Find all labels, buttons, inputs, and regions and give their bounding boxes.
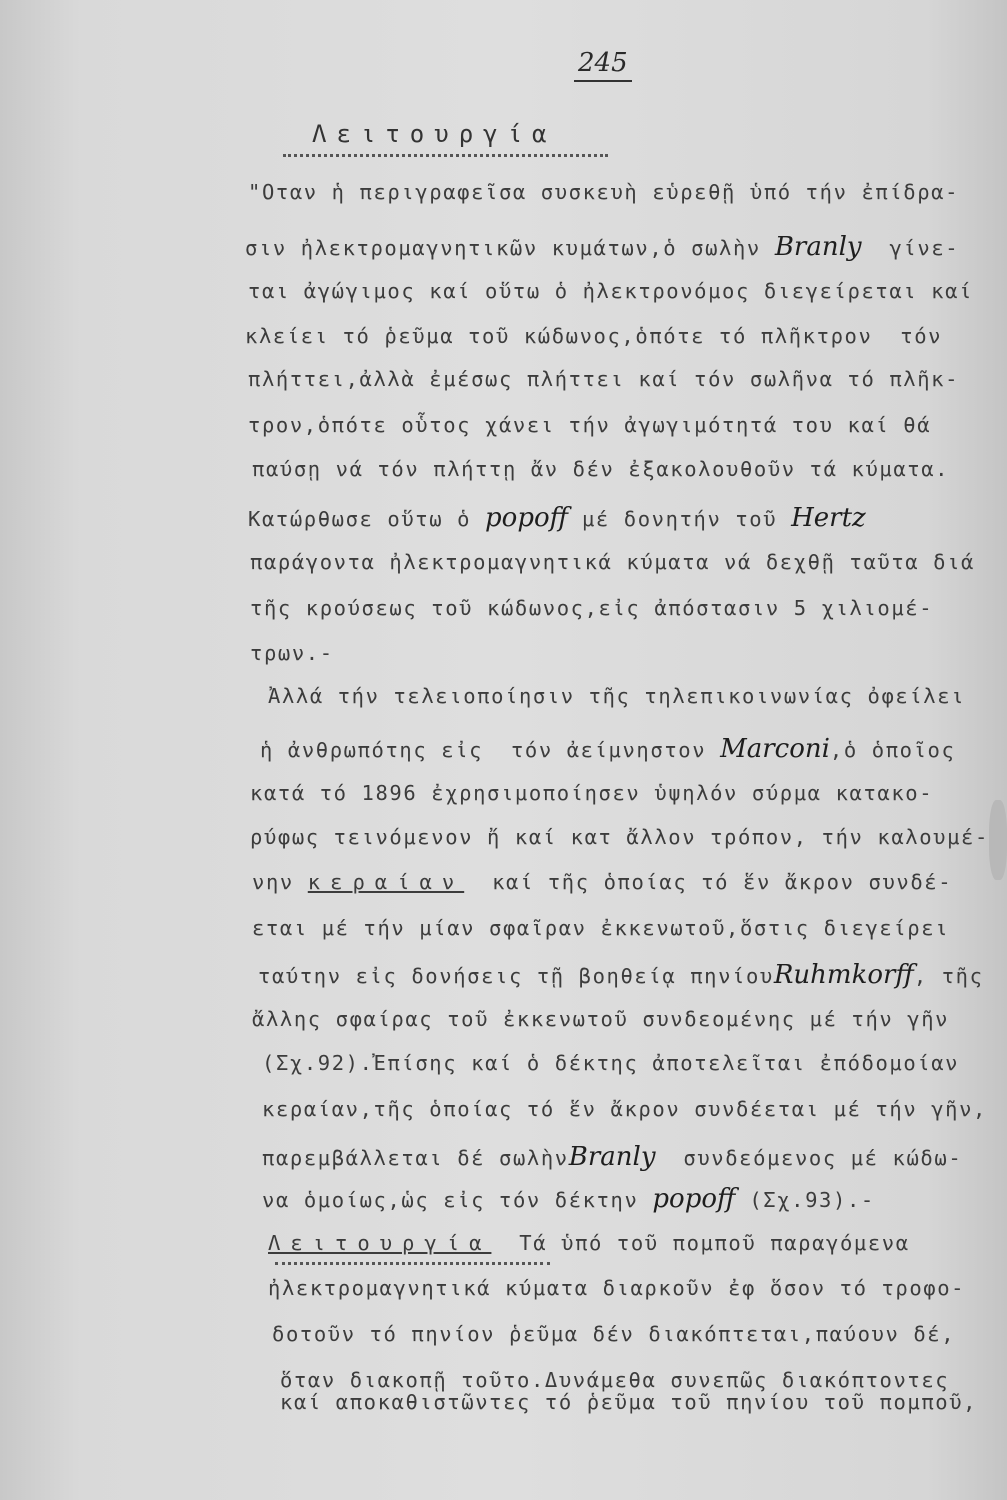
handwritten-name: Branly	[568, 1142, 656, 1172]
line-text: τῆς κρούσεως τοῦ κώδωνος,εἰς ἀπόστασιν 5 χιλιομέ-	[250, 596, 934, 620]
text-line	[252, 916, 949, 956]
line-text: τρον,ὁπότε οὗτος χάνει τήν ἀγωγιμότητά του καί θά	[248, 413, 932, 437]
line-text: παρεμβάλλεται δέ σωλὴν	[262, 1146, 569, 1170]
line-text: , τῆς	[913, 964, 984, 988]
text-line	[248, 180, 959, 220]
text-line	[262, 1097, 987, 1137]
handwritten-name: Hertz	[791, 503, 866, 533]
text-line	[260, 734, 955, 774]
line-text: κατά τό 1896 ἐχρησιμοποίησεν ὑψηλόν σύρμα κατακο-	[250, 781, 934, 805]
handwritten-name: popoff	[485, 503, 569, 533]
text-line	[258, 960, 984, 1000]
text-line	[250, 641, 334, 681]
text-line	[268, 1276, 965, 1316]
line-text: να ὁμοίως,ὡς εἰς τόν δέκτην	[262, 1188, 653, 1212]
section-heading: Λειτουργία	[312, 120, 557, 148]
line-text: ρύφως τεινόμενον ἤ καί κατ ἄλλον τρόπον, τήν καλουμέ-	[250, 825, 989, 849]
line-text: ἄλλης σφαίρας τοῦ ἐκκενωτοῦ συνδεομένης μέ τήν γῆν	[252, 1007, 950, 1031]
text-line	[262, 1051, 959, 1091]
heading-underline	[283, 148, 608, 157]
text-line	[248, 279, 973, 319]
line-text: μέ δονητήν τοῦ	[568, 507, 792, 531]
handwritten-name: Branly	[774, 232, 862, 262]
line-text: ,ὁ ὁποῖος	[829, 738, 956, 762]
text-line	[245, 324, 942, 364]
line-text: γίνε-	[861, 236, 960, 260]
line-text: παράγοντα ἠλεκτρομαγνητικά κύματα νά δεχθῇ ταῦτα διά	[250, 550, 975, 574]
line-text: ταύτην εἰς δονήσεις τῇ βοηθείᾳ πηνίου	[258, 964, 774, 988]
text-line	[252, 1007, 949, 1047]
handwritten-name: Ruhmkorff	[773, 960, 914, 990]
line-text: ται ἀγώγιμος καί οὕτω ὁ ἠλεκτρονόμος διεγείρεται καί	[248, 279, 973, 303]
line-text: ὅταν διακοπῇ τοῦτο.Δυνάμεθα συνεπῶς διακόπτοντες	[280, 1368, 950, 1392]
text-line	[252, 870, 952, 910]
text-line	[252, 457, 949, 497]
line-text: συνδεόμενος μέ κώδω-	[655, 1146, 963, 1170]
text-line	[262, 1184, 875, 1224]
text-line	[272, 1322, 955, 1362]
line-text: πλήττει,ἀλλὰ ἐμέσως πλήττει καί τόν σωλῆνα τό πλῆκ-	[248, 367, 960, 391]
spaced-underlined-word: Λειτουργία	[268, 1231, 492, 1255]
line-text: σιν ἠλεκτρομαγνητικῶν κυμάτων,ὁ σωλὴν	[245, 236, 775, 260]
text-line	[250, 781, 933, 821]
text-line	[262, 1142, 962, 1182]
line-text: Κατώρθωσε οὕτω ὁ	[248, 507, 486, 531]
line-text: (Σχ.93).-	[735, 1188, 875, 1212]
line-text: εται μέ τήν μίαν σφαῖραν ἐκκενωτοῦ,ὅστις διεγείρει	[252, 916, 950, 940]
text-line	[245, 232, 959, 272]
text-line	[250, 596, 933, 636]
line-text: παύσῃ νά τόν πλήττῃ ἄν δέν ἐξακολουθοῦν τά κύματα.	[252, 457, 950, 481]
page-number: 245	[574, 48, 632, 82]
text-line	[250, 550, 975, 590]
line-text: "Οταν ἡ περιγραφεῖσα συσκευὴ εὑρεθῇ ὑπό τήν ἐπίδρα-	[248, 180, 960, 204]
handwritten-name: popoff	[652, 1184, 736, 1214]
line-text: καί αποκαθιστῶντες τό ῥεῦμα τοῦ πηνίου τοῦ πομποῦ,	[280, 1390, 978, 1414]
line-text: Τά ὑπό τοῦ πομποῦ παραγόμενα	[491, 1231, 910, 1255]
text-line	[248, 367, 959, 407]
line-text: κεραίαν,τῆς ὁποίας τό ἕν ἄκρον συνδέεται μέ τήν γῆν,	[262, 1097, 987, 1121]
line-text: ἠλεκτρομαγνητικά κύματα διαρκοῦν ἐφ ὅσον τό τροφο-	[268, 1276, 966, 1300]
line-text: τρων.-	[250, 641, 334, 665]
line-text: νην	[252, 870, 308, 894]
line-text: κλείει τό ῥεῦμα τοῦ κώδωνος,ὁπότε τό πλῆκτρον τόν	[245, 324, 943, 348]
text-line	[248, 413, 931, 453]
text-line	[268, 1231, 910, 1271]
handwritten-name: Marconi	[720, 734, 830, 764]
text-line	[280, 1390, 977, 1430]
paper-stain	[989, 800, 1007, 880]
line-text: καί τῆς ὁποίας τό ἕν ἄκρον συνδέ-	[464, 870, 953, 894]
text-line	[248, 503, 866, 543]
line-text: δοτοῦν τό πηνίον ῥεῦμα δέν διακόπτεται,παύουν δέ,	[272, 1322, 956, 1346]
spaced-underlined-word: κεραίαν	[307, 870, 465, 894]
line-text: (Σχ.92).Ἐπίσης καί ὁ δέκτης ἀποτελεῖται ἐπόδομοίαν	[262, 1051, 960, 1075]
text-line	[250, 825, 989, 865]
line-text: ἡ ἀνθρωπότης εἰς τόν ἀείμνηστον	[260, 738, 721, 762]
text-line	[268, 684, 965, 724]
line-text: Ἀλλά τήν τελειοποίησιν τῆς τηλεπικοινωνίας ὀφείλει	[268, 684, 966, 708]
